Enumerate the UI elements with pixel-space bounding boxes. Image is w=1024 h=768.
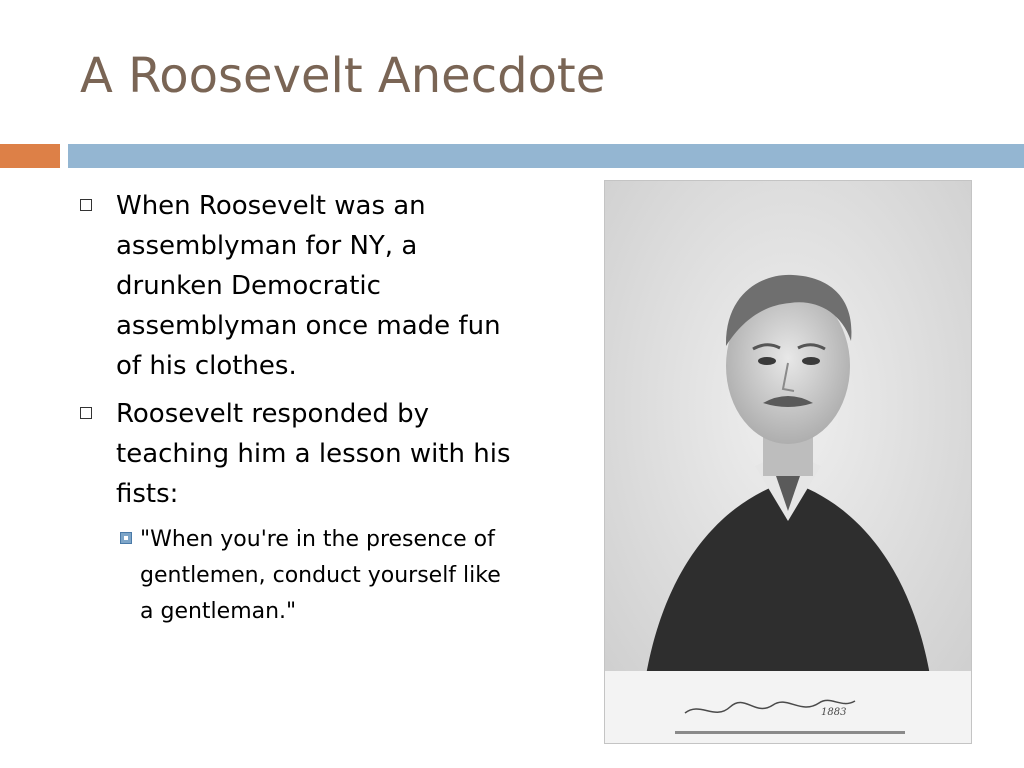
sub-bullet-square-icon bbox=[120, 532, 132, 544]
svg-text:1883: 1883 bbox=[821, 707, 847, 718]
sub-bullet-item bbox=[120, 522, 520, 630]
accent-bar-blue bbox=[68, 144, 1024, 168]
bullet-square-icon bbox=[80, 199, 92, 211]
bullet-item bbox=[80, 186, 520, 386]
bullet-list bbox=[80, 186, 520, 630]
slide-title: A Roosevelt Anecdote bbox=[80, 48, 606, 104]
bullet-text: When Roosevelt was an assemblyman for NY, a drunken Democratic assemblyman once made fun of his clothes. bbox=[116, 191, 501, 381]
portrait-photo bbox=[604, 180, 972, 744]
bullet-square-icon bbox=[80, 407, 92, 419]
bullet-item bbox=[80, 394, 520, 514]
sub-bullet-text: "When you're in the presence of gentlemen, conduct yourself like a gentleman." bbox=[140, 527, 501, 624]
accent-bar-orange bbox=[0, 144, 60, 168]
bullet-text: Roosevelt responded by teaching him a lesson with his fists: bbox=[116, 399, 511, 509]
